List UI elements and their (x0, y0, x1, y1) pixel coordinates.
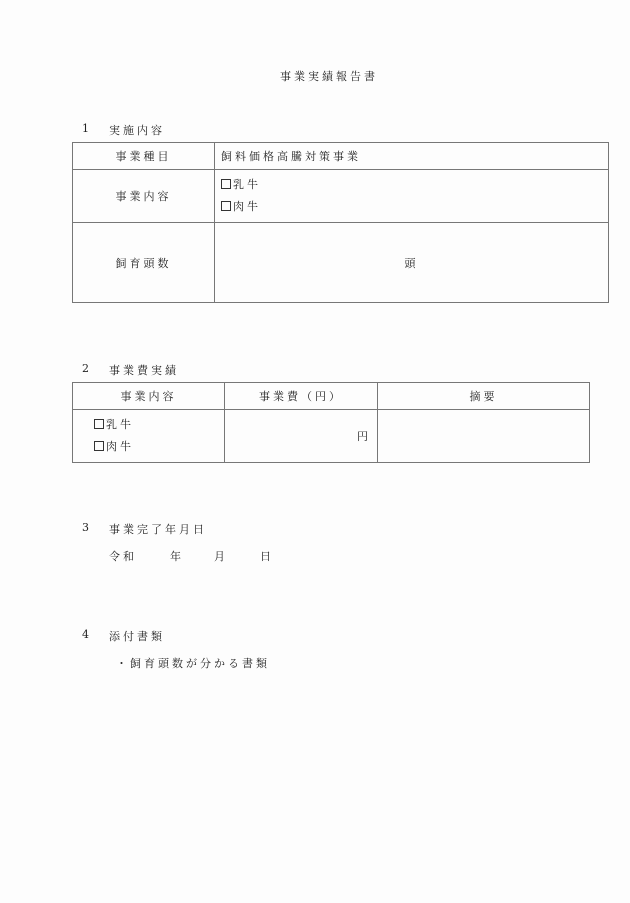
section1-number: 1 (82, 122, 89, 135)
section3-heading: 事業完了年月日 (109, 523, 207, 536)
label-business-content: 事業内容 (73, 170, 215, 223)
checkbox-beef[interactable] (221, 201, 231, 211)
month-label: 月 (214, 550, 225, 563)
checkbox-dairy[interactable] (221, 179, 231, 189)
yen-unit: 円 (357, 430, 371, 443)
header-content: 事業内容 (73, 383, 225, 410)
section3-number: 3 (82, 521, 89, 534)
section4-number: 4 (82, 628, 89, 641)
label-business-type: 事業種目 (73, 143, 215, 170)
cost-option-beef[interactable]: 肉牛 (94, 436, 224, 458)
header-summary: 摘要 (378, 383, 590, 410)
era-label: 令和 (109, 550, 137, 563)
head-count-field[interactable] (215, 223, 609, 303)
cost-option-dairy[interactable]: 乳牛 (94, 414, 224, 436)
day-label: 日 (260, 550, 271, 563)
option-beef[interactable]: 肉牛 (221, 196, 608, 218)
header-cost: 事業費（円） (225, 383, 378, 410)
head-unit: 頭 (404, 256, 419, 270)
section2-heading: 事業費実績 (109, 364, 179, 377)
label-head-count: 飼育頭数 (73, 223, 215, 303)
cost-field[interactable] (225, 410, 378, 463)
cost-content-options (73, 410, 225, 463)
attachment-item: ・飼育頭数が分かる書類 (116, 657, 270, 670)
business-content-options (215, 170, 609, 223)
implementation-table (72, 142, 609, 303)
checkbox-cost-dairy[interactable] (94, 419, 104, 429)
section2-number: 2 (82, 362, 89, 375)
year-label: 年 (170, 550, 181, 563)
checkbox-cost-beef[interactable] (94, 441, 104, 451)
value-business-type: 飼料価格高騰対策事業 (215, 143, 609, 170)
section4-heading: 添付書類 (109, 630, 165, 643)
document-title: 事業実績報告書 (280, 70, 378, 83)
cost-table (72, 382, 590, 463)
option-dairy[interactable]: 乳牛 (221, 174, 608, 196)
section1-heading: 実施内容 (109, 124, 165, 137)
summary-field[interactable] (378, 410, 590, 463)
